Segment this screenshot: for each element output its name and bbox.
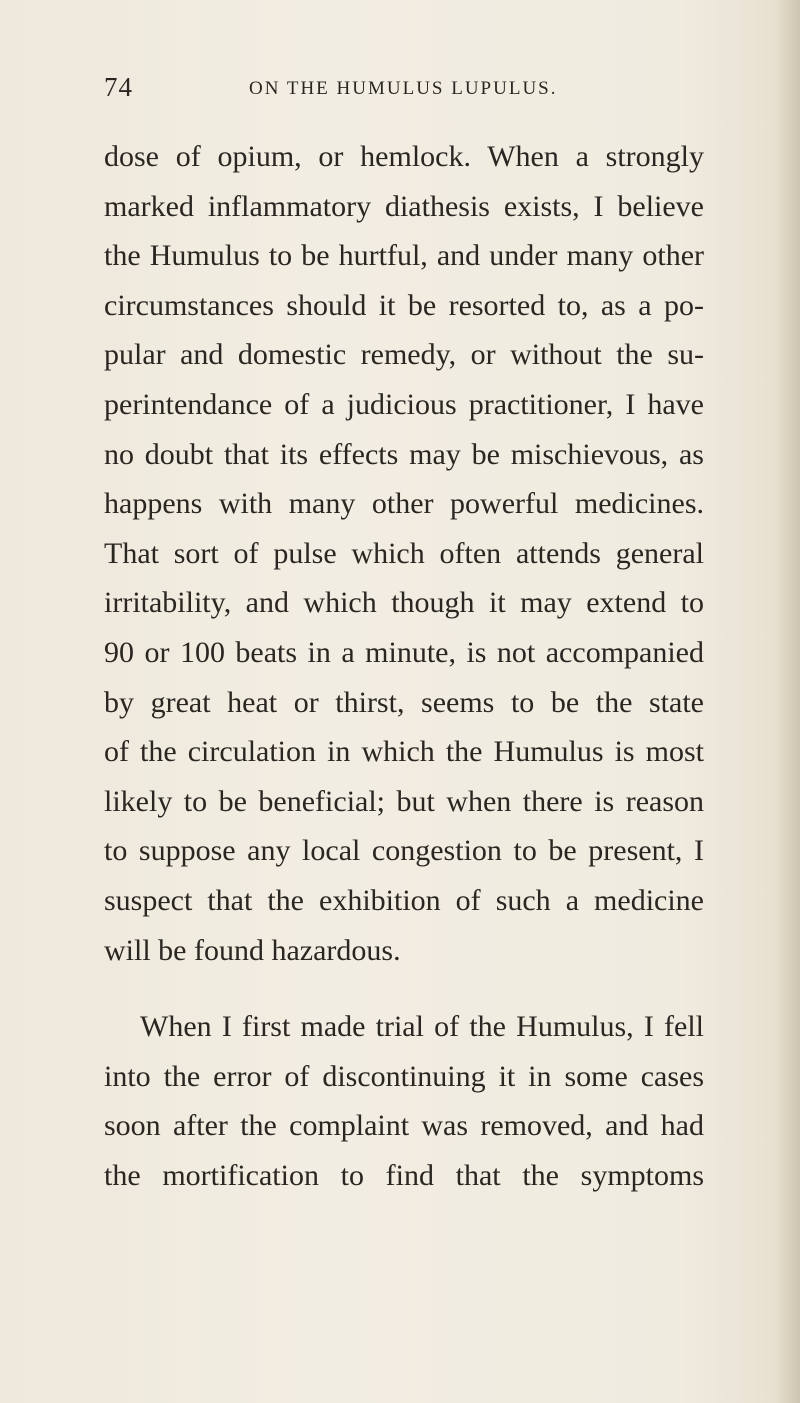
text-line: to suppose any local congestion to be present, I (104, 834, 704, 868)
paragraph-1 (104, 132, 704, 975)
text-line: happens with many other powerful medicines. (104, 487, 704, 521)
text-line: soon after the complaint was removed, and had (104, 1109, 704, 1143)
text-line: will be found hazardous. (104, 933, 401, 967)
text-line: the Humulus to be hurtful, and under many other (104, 239, 704, 273)
text-line: That sort of pulse which often attends general (104, 536, 704, 570)
text-line: by great heat or thirst, seems to be the state (104, 685, 704, 719)
text-line: of the circulation in which the Humulus is most (104, 735, 704, 769)
text-line: perintendance of a judicious practitioner, I have (104, 387, 704, 421)
text-line: into the error of discontinuing it in some cases (104, 1059, 704, 1093)
running-head: ON THE HUMULUS LUPULUS. (249, 78, 558, 99)
text-line: When I first made trial of the Humulus, I fell (140, 1010, 704, 1044)
text-line: marked inflammatory diathesis exists, I believe (104, 189, 704, 223)
text-line: no doubt that its effects may be mischievous, as (104, 437, 704, 471)
paragraph-2 (104, 1002, 704, 1200)
text-line: the mortification to find that the symptoms (104, 1158, 704, 1192)
page-edge-shadow (778, 0, 800, 1403)
text-line: likely to be beneficial; but when there is reason (104, 784, 704, 818)
text-line: irritability, and which though it may extend to (104, 586, 704, 620)
text-line: dose of opium, or hemlock. When a strongly (104, 140, 704, 173)
text-line: 90 or 100 beats in a minute, is not accompanied (104, 635, 704, 669)
body-text (104, 132, 704, 1200)
text-line: pular and domestic remedy, or without the su- (104, 338, 704, 372)
page-number: 74 (104, 72, 133, 102)
text-line: circumstances should it be resorted to, as a po- (104, 288, 704, 322)
text-line: suspect that the exhibition of such a medicine (104, 883, 704, 917)
page-header (104, 72, 624, 112)
